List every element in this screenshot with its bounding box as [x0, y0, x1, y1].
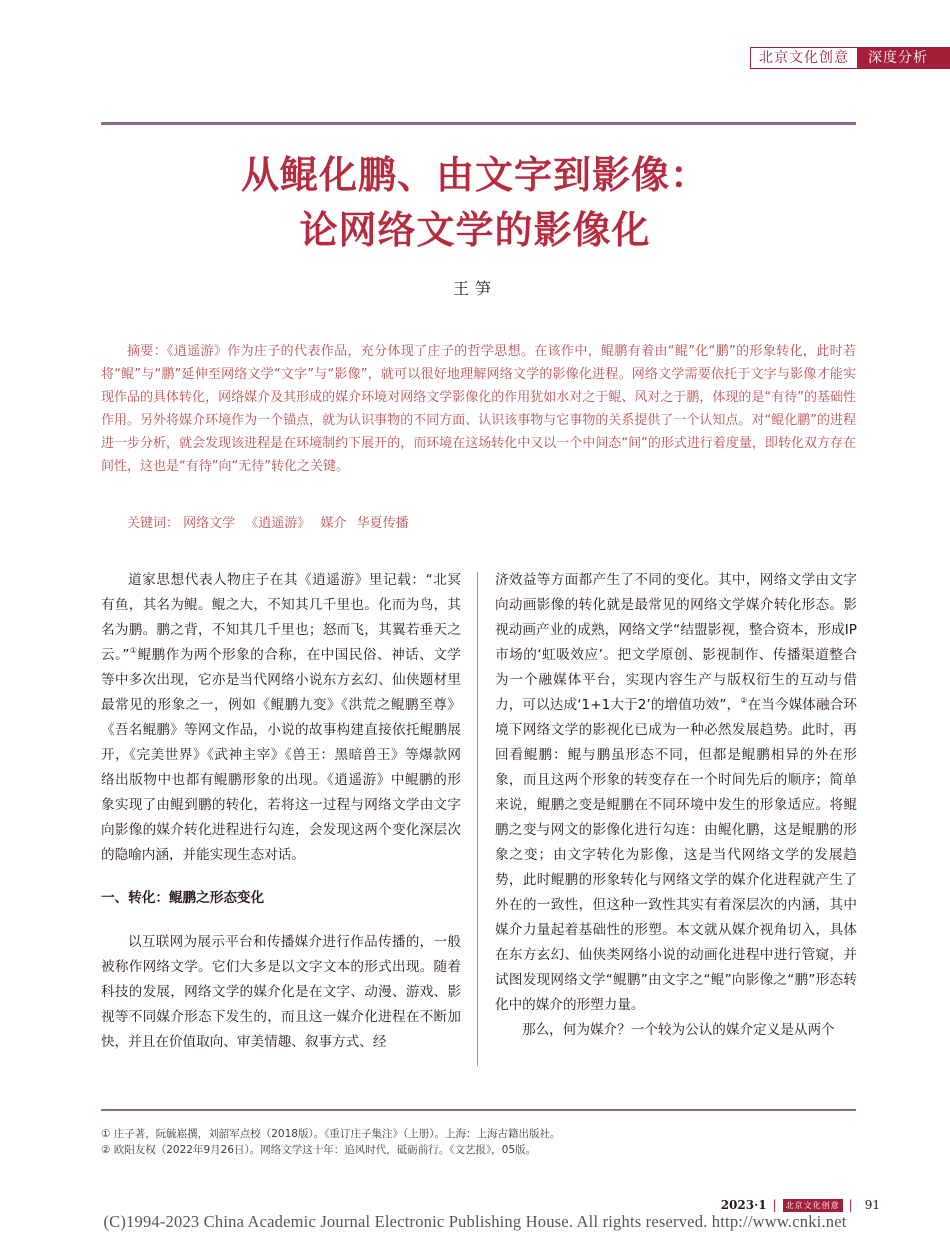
footnote-rule-divider	[101, 1109, 856, 1111]
keyword-item: 网络文学	[183, 516, 236, 531]
footer-journal-logo: 北京文化创意	[783, 1199, 843, 1212]
body-column-left	[101, 568, 461, 1055]
keyword-item: 媒介	[320, 516, 347, 531]
footnote-ref-1[interactable]: ①	[129, 646, 138, 655]
keyword-item: 华夏传播	[356, 516, 409, 531]
footnote-2: ② 欧阳友权（2022年9月26日）。网络文学这十年：追风时代，砥砺前行。《文艺报》，05版。	[101, 1144, 537, 1156]
body-paragraph-1	[101, 568, 461, 868]
title-line-2: 论网络文学的影像化	[299, 208, 651, 252]
body-paragraph-4: 那么，何为媒介？一个较为公认的媒介定义是从两个	[522, 1022, 835, 1038]
paragraph-text: 在当今媒体融合环境下网络文学的影视化已成为一种必然发展趋势。此时，再回看鲲鹏：鲲与鹏虽形态不同，但都是鲲鹏相异的外在形象，而且这两个形象的转变存在一个时间先后的顺序；简单来说，鲲鹏之变是鲲鹏在不同环境中发生的形象适应。将鲲鹏之变与网文的影像化进行勾连：由鲲化鹏，这是鲲鹏的形象之变；由文字转化为影像，这是当代网络文学的发展趋势，此时鲲鹏的形象转化与网络文学的媒介化进程就产生了外在的一致性，但这种一致性其实有着深层次的内涵，其中媒介力量起着基础性的形塑。本文就从媒介视角切入，具体在东方玄幻、仙侠类网络小说的动画化进程中进行管窥，并试图发现网络文学“鲲鹏”由文字之“鲲”向影像之“鹏”形态转化中的媒介的形塑力量。	[495, 697, 857, 1013]
author-name: 王笋	[452, 279, 497, 298]
footnote-ref-2[interactable]: ②	[740, 696, 748, 705]
title-line-1: 从鲲化鹏、由文字到影像：	[240, 153, 709, 197]
page-number: 91	[864, 1198, 880, 1212]
body-paragraph-2: 以互联网为展示平台和传播媒介进行作品传播的，一般被称作网络文学。它们大多是以文字文本的形式出现。随着科技的发展，网络文学的媒介化是在文字、动漫、游戏、影视等不同媒介形态下发生的，而且这一媒介化进程在不断加快，并且在价值取向、审美情趣、叙事方式、经	[101, 934, 461, 1050]
body-column-right	[495, 568, 857, 1043]
paragraph-text: 道家思想代表人物庄子在其《逍遥游》里记载：“北冥有鱼，其名为鲲。鲲之大，不知其几千里也。化而为鸟，其名为鹏。鹏之背，不知其几千里也；怒而飞，其翼若垂天之云。”	[101, 572, 461, 663]
copyright-watermark: (C)1994-2023 China Academic Journal Electronic Publishing House. All rights reserved. http://www.cnki.net	[103, 1212, 847, 1231]
paragraph-text: 鲲鹏作为两个形象的合称，在中国民俗、神话、文学等中多次出现，它亦是当代网络小说东方玄幻、仙侠题材里最常见的形象之一，例如《鲲鹏九变》《洪荒之鲲鹏至尊》《吾名鲲鹏》等网文作品，小说的故事构建直接依托鲲鹏展开，《完美世界》《武神主宰》《兽王：黑暗兽王》等爆款网络出版物中也都有鲲鹏形象的出现。《逍遥游》中鲲鹏的形象实现了由鲲到鹏的转化，若将这一过程与网络文学由文字向影像的媒介转化进程进行勾连，会发现这两个变化深层次的隐喻内涵，并能实现生态对话。	[101, 647, 462, 863]
issue-number: 2023·1	[720, 1198, 767, 1212]
page-footer	[721, 1198, 880, 1212]
column-divider	[477, 572, 478, 1066]
header-tag	[750, 47, 950, 69]
abstract-label: 摘要：	[127, 344, 168, 359]
section-heading-1: 一、转化：鲲鹏之形态变化	[101, 890, 265, 906]
footnotes-block	[101, 1126, 560, 1158]
footer-separator: |	[848, 1198, 853, 1212]
top-rule-divider	[101, 122, 856, 125]
keyword-item: 《逍遥游》	[245, 516, 311, 531]
journal-name-label: 北京文化创意	[750, 47, 858, 69]
keywords-block	[127, 512, 415, 531]
abstract-text: 《逍遥游》作为庄子的代表作品，充分体现了庄子的哲学思想。在该作中，鲲鹏有着由“鲲”化“鹏”的形象转化，此时若将“鲲”与“鹏”延伸至网络文学“文字”与“影像”，就可以很好地理解网络文学的影像化进程。网络文学需要依托于文字与影像才能实现作品的具体转化，网络媒介及其形成的媒介环境对网络文学影像化的作用犹如水对之于鲲、风对之于鹏，体现的是“有待”的基础性作用。另外将媒介环境作为一个锚点，就为认识事物的不同方面、认识该事物与它事物的关系提供了一个认知点。对“鲲化鹏”的进程进一步分析，就会发现该进程是在环境制约下展开的，而环境在这场转化中又以一个中间态“间”的形式进行着度量，即转化双方存在间性，这也是“有待”向“无待”转化之关键。	[101, 344, 856, 474]
footnote-1: ① 庄子著，阮毓崧撰，刘韶军点校（2018版）。《重订庄子集注》（上册）。上海：上海古籍出版社。	[101, 1128, 561, 1140]
article-title	[0, 148, 950, 258]
column-name-label: 深度分析	[858, 47, 950, 69]
keywords-label: 关键词：	[127, 516, 180, 531]
body-paragraph-3	[495, 568, 857, 1018]
abstract-block	[101, 340, 856, 478]
footer-separator: |	[772, 1198, 777, 1212]
paragraph-text: 济效益等方面都产生了不同的变化。其中，网络文学由文字向动画影像的转化就是最常见的网络文学媒介转化形态。影视动画产业的成熟，网络文学“结盟影视，整合资本，形成IP市场的‘虹吸效应’。把文学原创、影视制作、传播渠道整合为一个融媒体平台，实现内容生产与版权衍生的互动与借力，可以达成‘1+1大于2’的增值功效”，	[495, 572, 857, 713]
